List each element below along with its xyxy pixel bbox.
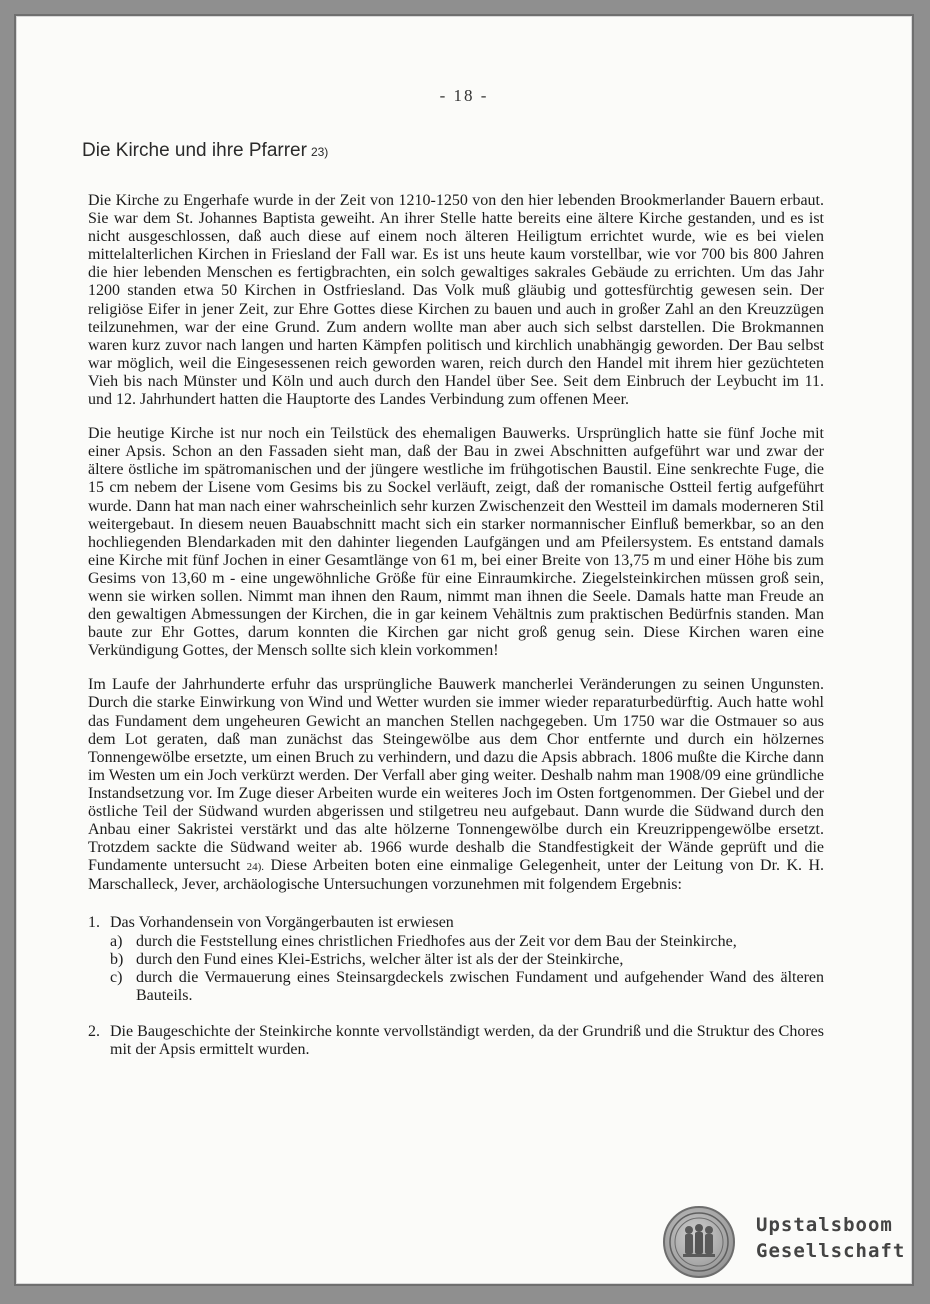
- page-number: - 18 -: [439, 86, 489, 105]
- paragraph-alterations-text: Im Laufe der Jahrhunderte erfuhr das ursprüngliche Bauwerk mancherlei Veränderungen zu seinen Ungunsten. Durch die starke Einwirkung von Wind und Wetter wurden sie immer wieder reparaturbedürftig. Auch hatte wohl das Fundament dem ungeheuren Gewicht an manchen Stellen nachgegeben. Um 1750 war die Ostmauer so aus dem Lot geraten, daß man zunächst das Steingewölbe aus dem Chor entfernte und durch ein hölzernes Tonnengewölbe ersetzte, um einen Bruch zu verhindern, und dazu die Apsis abbrach. 1806 mußte die Kirche dann im Westen um ein Joch verkürzt werden. Der Verfall aber ging weiter. Deshalb nahm man 1908/09 eine gründliche Instandsetzung vor. Im Zuge dieser Arbeiten wurde ein weiteres Joch im Osten fortgenommen. Der Giebel und der östliche Teil der Südwand wurden abgerissen und stilgetreu neu aufgebaut. Dann wurde die Südwand durch den Anbau einer Sakristei verstärkt und das alte hölzerne Tonnengewölbe durch ein Kreuzrippengewölbe ersetzt. Trotzdem sackte die Südwand weiter ab. 1966 wurde deshalb die Standfestigkeit der Wände geprüft und die Fundamente untersucht: [88, 676, 824, 875]
- subitem-text: durch die Vermauerung eines Steinsargdeckels zwischen Fundament und aufgehender Wand des älteren Bauteils.: [136, 968, 824, 1004]
- finding-item: [88, 914, 824, 1004]
- logo-line-1: Upstalsboom: [756, 1214, 893, 1236]
- document-page: [14, 14, 914, 1286]
- finding-subitem: [110, 951, 824, 969]
- title-text: Die Kirche und ihre Pfarrer: [82, 140, 307, 161]
- finding-subitem: [110, 933, 824, 951]
- finding-number: 2.: [88, 1022, 100, 1040]
- findings-list: [88, 914, 824, 1059]
- logo-text: [756, 1212, 905, 1264]
- paragraph-alterations-tail: Diese Arbeiten boten eine einmalige Gelegenheit, unter der Leitung von Dr. K. H. Marschalleck, Jever, archäologische Untersuchungen vorzunehmen mit folgendem Ergebnis:: [88, 857, 825, 894]
- finding-text: Das Vorhandensein von Vorgängerbauten ist erwiesen: [110, 914, 454, 932]
- subitem-letter: b): [110, 950, 124, 968]
- footnote-ref-24: 24).: [246, 861, 265, 874]
- subitem-letter: c): [110, 968, 123, 986]
- subitem-text: durch die Feststellung eines christlichen Friedhofes aus der Zeit vor dem Bau der Steinkirche,: [136, 932, 737, 950]
- subitem-letter: a): [110, 932, 123, 950]
- finding-text: Die Baugeschichte der Steinkirche konnte vervollständigt werden, da der Grundriß und die Struktur des Chores mit der Apsis ermittelt wurden.: [110, 1022, 824, 1059]
- finding-number: 1.: [88, 914, 100, 932]
- subitem-text: durch den Fund eines Klei-Estrichs, welcher älter ist als der der Steinkirche,: [136, 950, 624, 968]
- paragraph-architecture: Die heutige Kirche ist nur noch ein Teilstück des ehemaligen Bauwerks. Ursprünglich hatte sie fünf Joche mit einer Apsis. Schon an den Fassaden sieht man, daß der Bau in zwei Abschnitten aufgeführt war und zwar der ältere östliche im spätromanischen und der jüngere westliche im frühgotischen Baustil. Eine senkrechte Fuge, die 15 cm nebem der Lisene vom Gesims bis zu Sockel verläuft, zeigt, daß der romanische Ostteil fertig aufgeführt wurde. Dann hat man nach einer wahrscheinlich sehr kurzen Zwischenzeit den Westteil im damals moderneren Stil weitergebaut. In diesem neuen Bauabschnitt macht sich ein starker normannischer Einfluß bemerkbar, so an den hochliegenden Blendarkaden mit den dahinter liegenden Laufgängen und am Pfeilersystem. Es entstand damals eine Kirche mit fünf Jochen in einer Gesamtlänge von 61 m, bei einer Breite von 13,75 m und einer Höhe bis zum Gesims von 13,60 m - eine ungewöhnliche Größe für eine Einraumkirche. Ziegelsteinkirchen müssen groß sein, wenn sie wirken sollen. Nimmt man ihnen den Raum, nimmt man ihnen die Seele. Damals hatte man Freude an den gewaltigen Abmessungen der Kirchen, die in gar keinem Vehältnis zum praktischen Bedürfnis standen. Man baute zur Ehr Gottes, darum konnten die Kirchen gar nicht groß genug sein. Diese Kirchen waren eine Verkündigung Gottes, der Mensch sollte sich klein vorkommen!: [88, 425, 824, 660]
- seal-figures-icon: [665, 1208, 733, 1276]
- paragraph-alterations: [88, 676, 824, 894]
- finding-sublist: [110, 933, 824, 1005]
- logo-line-2: Gesellschaft: [756, 1240, 906, 1262]
- finding-item: [88, 1023, 824, 1059]
- document-body: [88, 192, 824, 1077]
- page-title: [82, 140, 328, 162]
- seal-emblem-icon: [663, 1206, 735, 1278]
- paragraph-history: Die Kirche zu Engerhafe wurde in der Zeit von 1210-1250 von den hier lebenden Brookmerlander Bauern erbaut. Sie war dem St. Johannes Baptista geweiht. An ihrer Stelle hatte bereits eine ältere Kirche gestanden, und es ist nicht ausgeschlossen, daß auch diese auf einem noch älteren Heiligtum errichtet wurde, wie es bei vielen mittelalterlichen Kirchen in Friesland der Fall war. Es ist uns heute kaum vorstellbar, wie vor 700 bis 800 Jahren die hier lebenden Menschen es fertigbrachten, ein solch gewaltiges sakrales Gebäude zu errichten. Um das Jahr 1200 standen etwa 50 Kirchen in Ostfriesland. Das Volk muß gläubig und gottesfürchtig gewesen sein. Der religiöse Eifer in jener Zeit, zur Ehre Gottes diese Kirchen zu bauen und auch in großer Zahl an den Kreuzzügen teilzunehmen, war der eine Grund. Zum andern wollte man aber auch sich selbst darstellen. Die Brokmannen waren kurz zuvor nach langen und harten Kämpfen politisch und kirchlich unabhängig geworden. Der Bau selbst war möglich, weil die Eingesessenen reich geworden waren, reich durch den Handel mit ihrem hier gezüchteten Vieh bis nach Münster und Köln und auch durch den Handel über See. Seit dem Einbruch der Leybucht im 11. und 12. Jahrhundert hatten die Hauptorte des Landes Verbindung zum offenen Meer.: [88, 192, 824, 409]
- finding-subitem: [110, 969, 824, 1005]
- title-footnote-ref: 23): [310, 145, 329, 159]
- society-logo: [663, 1206, 906, 1280]
